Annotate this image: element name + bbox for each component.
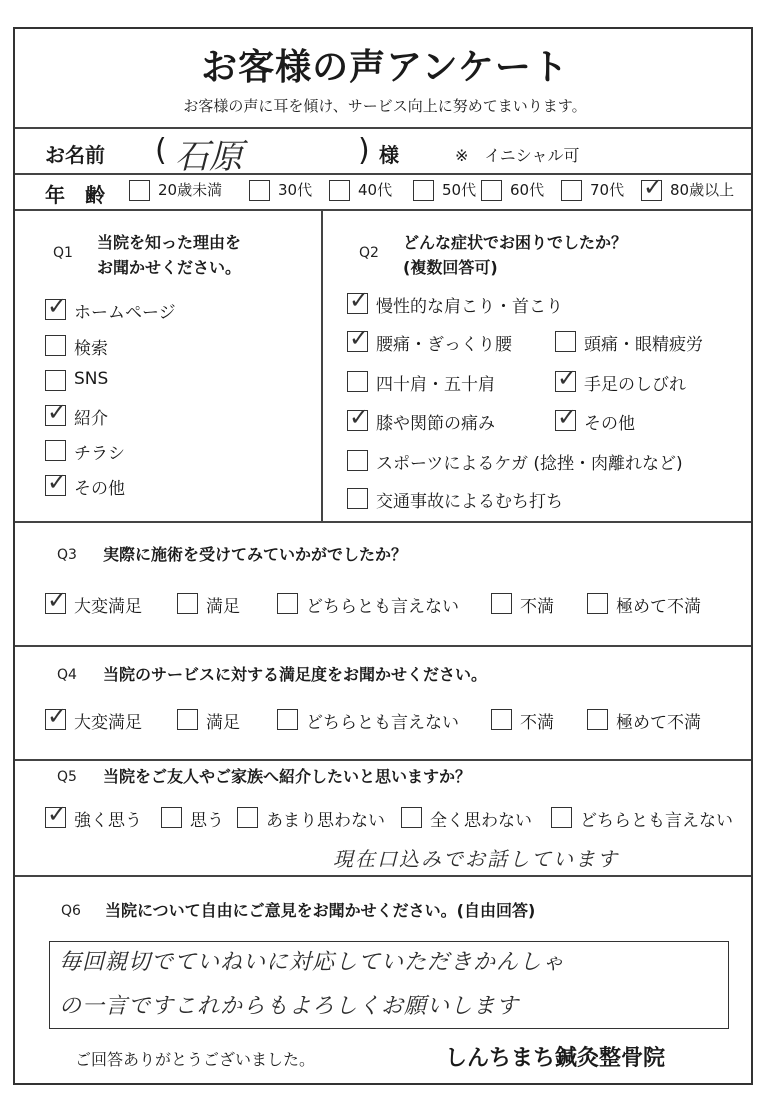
q2-checkbox-6[interactable] xyxy=(347,403,370,431)
q1-number: Q1 xyxy=(53,245,73,261)
q5-option-label-4: 全く思わない xyxy=(430,811,532,831)
q6-handwritten-line2: の一言ですこれからもよろしくお願いします xyxy=(59,994,520,1019)
age_row-checkbox-6[interactable] xyxy=(561,180,582,201)
q5-number: Q5 xyxy=(57,769,77,785)
q2-option-label-2: 腰痛・ぎっくり腰 xyxy=(376,335,512,355)
q4-option-label-2: 満足 xyxy=(206,713,240,733)
q4-text: 当院のサービスに対する満足度をお聞かせください。 xyxy=(103,665,488,684)
check-mark-icon: ✓ xyxy=(47,468,68,496)
q3-option-label-1: 大変満足 xyxy=(74,597,142,617)
q2-option-label-3: 頭痛・眼精疲労 xyxy=(584,335,703,355)
age_row-checkbox-4[interactable] xyxy=(413,180,434,201)
q2-checkbox-2[interactable] xyxy=(347,324,370,352)
q2-number: Q2 xyxy=(359,245,379,261)
q3-checkbox-1[interactable] xyxy=(45,586,68,614)
column-divider xyxy=(321,209,323,521)
divider xyxy=(15,173,751,175)
q4-checkbox-2[interactable] xyxy=(177,709,198,730)
age_row-checkbox-2[interactable] xyxy=(249,180,270,201)
q4-checkbox-4[interactable] xyxy=(491,709,512,730)
q2-checkbox-1[interactable] xyxy=(347,286,370,314)
q4-checkbox-1[interactable] xyxy=(45,702,68,730)
q3-option-label-5: 極めて不満 xyxy=(616,597,701,617)
age_row-option-label-2: 30代 xyxy=(278,181,313,199)
age_row-checkbox-5[interactable] xyxy=(481,180,502,201)
age_row-checkbox-1[interactable] xyxy=(129,180,150,201)
check-mark-icon: ✓ xyxy=(47,702,68,730)
q1-option-label-1: ホームページ xyxy=(74,303,176,323)
q4-checkbox-5[interactable] xyxy=(587,709,608,730)
q2-text-line1: どんな症状でお困りでしたか？ xyxy=(403,233,628,252)
name-close-paren: ) xyxy=(358,133,370,168)
age_row-option-label-3: 40代 xyxy=(358,181,393,199)
q5-checkbox-4[interactable] xyxy=(401,807,422,828)
age_row-option-label-7: 80歳以上 xyxy=(670,181,735,199)
q1-text-line2: お聞かせください。 xyxy=(97,258,242,277)
check-mark-icon: ✓ xyxy=(557,364,578,392)
q3-number: Q3 xyxy=(57,547,77,563)
check-mark-icon: ✓ xyxy=(47,398,68,426)
age_row-option-label-6: 70代 xyxy=(590,181,625,199)
check-mark-icon: ✓ xyxy=(47,586,68,614)
q1-option-label-3: SNS xyxy=(74,369,109,389)
q1-checkbox-5[interactable] xyxy=(45,440,66,461)
survey-sheet xyxy=(13,27,753,1085)
q1-option-label-4: 紹介 xyxy=(74,409,108,429)
q5-checkbox-5[interactable] xyxy=(551,807,572,828)
q2-option-label-5: 手足のしびれ xyxy=(584,375,686,395)
q3-checkbox-5[interactable] xyxy=(587,593,608,614)
q2-checkbox-4[interactable] xyxy=(347,371,368,392)
q2-text-line2: (複数回答可) xyxy=(403,258,498,277)
divider xyxy=(15,645,751,647)
q2-option-label-8: スポーツによるケガ (捻挫・肉離れなど) xyxy=(376,454,683,474)
q6-handwritten-line1: 毎回親切でていねいに対応していただきかんしゃ xyxy=(59,950,566,975)
q1-checkbox-1[interactable] xyxy=(45,292,68,320)
q2-option-label-1: 慢性的な肩こり・首こり xyxy=(376,297,563,317)
age-label: 年 齢 xyxy=(45,183,105,207)
q4-option-label-1: 大変満足 xyxy=(74,713,142,733)
q5-option-label-5: どちらとも言えない xyxy=(580,811,733,831)
footer-thanks: ご回答ありがとうございました。 xyxy=(75,1050,316,1069)
check-mark-icon: ✓ xyxy=(557,403,578,431)
divider xyxy=(15,209,751,211)
q5-option-label-1: 強く思う xyxy=(74,811,142,831)
page-subtitle: お客様の声に耳を傾け、サービス向上に努めてまいります。 xyxy=(183,97,587,115)
q1-checkbox-6[interactable] xyxy=(45,468,68,496)
q2-option-label-9: 交通事故によるむち打ち xyxy=(376,492,563,512)
q2-option-label-4: 四十肩・五十肩 xyxy=(376,375,495,395)
q3-option-label-3: どちらとも言えない xyxy=(306,597,459,617)
q2-checkbox-3[interactable] xyxy=(555,331,576,352)
q2-checkbox-5[interactable] xyxy=(555,364,578,392)
q3-option-label-4: 不満 xyxy=(520,597,554,617)
q2-checkbox-8[interactable] xyxy=(347,450,368,471)
q3-checkbox-4[interactable] xyxy=(491,593,512,614)
check-mark-icon: ✓ xyxy=(47,800,68,828)
check-mark-icon: ✓ xyxy=(47,292,68,320)
q5-checkbox-1[interactable] xyxy=(45,800,68,828)
check-mark-icon: ✓ xyxy=(643,173,664,201)
q3-text: 実際に施術を受けてみていかがでしたか？ xyxy=(103,545,408,564)
age_row-checkbox-3[interactable] xyxy=(329,180,350,201)
page-title: お客様の声アンケート xyxy=(201,47,569,88)
q1-option-label-2: 検索 xyxy=(74,339,108,359)
q5-text: 当院をご友人やご家族へ紹介したいと思いますか？ xyxy=(103,767,472,786)
age_row-option-label-1: 20歳未満 xyxy=(158,181,223,199)
q1-checkbox-4[interactable] xyxy=(45,398,68,426)
q6-text: 当院について自由にご意見をお聞かせください。(自由回答) xyxy=(105,901,536,920)
check-mark-icon: ✓ xyxy=(349,403,370,431)
q4-option-label-3: どちらとも言えない xyxy=(306,713,459,733)
divider xyxy=(15,875,751,877)
q4-checkbox-3[interactable] xyxy=(277,709,298,730)
age_row-option-label-4: 50代 xyxy=(442,181,477,199)
q5-checkbox-3[interactable] xyxy=(237,807,258,828)
q2-option-label-6: 膝や関節の痛み xyxy=(376,414,495,434)
q2-checkbox-7[interactable] xyxy=(555,403,578,431)
q3-option-label-2: 満足 xyxy=(206,597,240,617)
check-mark-icon: ✓ xyxy=(349,286,370,314)
q3-checkbox-3[interactable] xyxy=(277,593,298,614)
divider xyxy=(15,521,751,523)
name-note: ※ イニシャル可 xyxy=(455,146,580,165)
q5-checkbox-2[interactable] xyxy=(161,807,182,828)
name-suffix: 様 xyxy=(379,143,399,167)
q1-checkbox-2[interactable] xyxy=(45,335,66,356)
q4-number: Q4 xyxy=(57,667,77,683)
divider xyxy=(15,127,751,129)
q5-handwritten-note: 現在口込みでお話しています xyxy=(333,847,619,871)
q5-option-label-3: あまり思わない xyxy=(266,811,385,831)
check-mark-icon: ✓ xyxy=(349,324,370,352)
q1-checkbox-3[interactable] xyxy=(45,370,66,391)
q2-option-label-7: その他 xyxy=(584,414,635,434)
age_row-option-label-5: 60代 xyxy=(510,181,545,199)
q4-option-label-4: 不満 xyxy=(520,713,554,733)
age_row-checkbox-7[interactable] xyxy=(641,173,664,201)
name-open-paren: ( xyxy=(155,133,167,168)
q5-option-label-2: 思う xyxy=(190,811,224,831)
handwritten-name: 石原 xyxy=(175,137,243,177)
q1-text-line1: 当院を知った理由を xyxy=(97,233,242,252)
name-label: お名前 xyxy=(45,143,105,167)
q4-option-label-5: 極めて不満 xyxy=(616,713,701,733)
q1-option-label-6: その他 xyxy=(74,479,125,499)
q1-option-label-5: チラシ xyxy=(74,444,125,464)
q2-checkbox-9[interactable] xyxy=(347,488,368,509)
divider xyxy=(15,759,751,761)
q6-number: Q6 xyxy=(61,903,81,919)
clinic-name: しんちまち鍼灸整骨院 xyxy=(445,1046,666,1071)
q3-checkbox-2[interactable] xyxy=(177,593,198,614)
